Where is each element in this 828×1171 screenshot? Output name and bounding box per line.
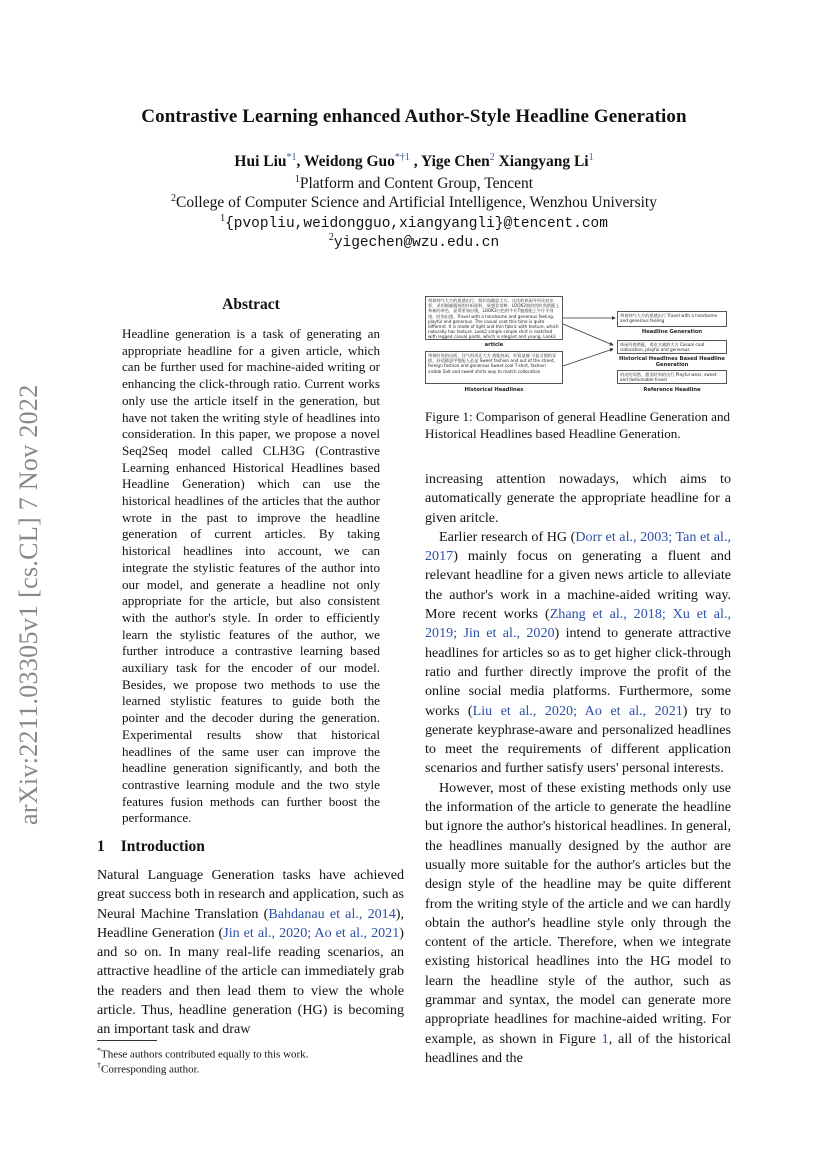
footnote-rule <box>97 1040 157 1041</box>
article-label: article <box>484 342 504 348</box>
arrow-history-to-history-based <box>563 349 613 366</box>
paragraph <box>425 528 731 779</box>
citation-link[interactable]: Liu et al., 2020; Ao et al., 2021 <box>472 702 683 719</box>
section-title-text: Introduction <box>120 838 205 855</box>
body-text: However, most of these existing methods only use the information of the article to generate the headline but ignore the author's historical headlines. In general, the headlines manually designed by the author are usually more suitable for the author's articles but the design style of the headline may be quite different from the writing style of the article and we can hardly obtain the author's headline style only through the content of the article. Therefore, when we integrate existing historical headlines into the HG model to learn the headline style of the author, such as grammar and syntax, the model can generate more appropriate headlines for machine-aided writing. For example, as shown in Figure <box>425 779 731 1047</box>
citation-link[interactable]: Dorr et al., 2003; Tan et al., 2017 <box>425 528 731 565</box>
article-box: 带着帅气大方的质感出行，简约而随意大方。这次的休闲开衫比较出彩，采用细腻精致的针织面料，质感非常棒，LOOK2简约的时尚搭配上革新的单色，显得更加出挑，LOOK3白色的牛仔T恤搭配上牛仔半身裙，时尚出挑。Travel with a handsome and generous feeling, playful and generous. The casual coat this time is quite different. It is made of light and thin fabric with texture, which naturally has texture. Look2 simple simple shirt is matched with legged casual pants, which is elegant and young. Look3 <box>425 296 563 340</box>
affiliation-mark: 2 <box>171 193 176 204</box>
headline-output-box: 带着帅气大方的质感出行 Travel with a handsome and generous feeling <box>617 311 727 327</box>
abstract-text: Headline generation is a task of generating an appropriate headline for a given article, which can be further used for machine-aided writing or enhancing the click-through ratio. Current works only use the article itself in the generation, but have not taken the writing style of headlines into consideration. In this paper, we propose a novel Seq2Seq model called CLH3G (Contrastive Learning enhanced Historical Headlines based Headline Generation) which can use the historical headlines of the articles that the author wrote in the past to improve the headline generation of current articles. By taking historical headlines into account, we can integrate the stylistic features of the author into our model, and generate a headline not only appropriate for the article, but also consistent with the author's style. In order to efficiently learn the stylistic features of the author, we further introduce a contrastive learning based auxiliary task for the encoder of our model. Besides, we propose two methods to use the learned stylistic features to guide both the pointer and the decoder during the generation. Experimental results show that historical headlines of the same user can improve the headline generation significantly, and both the contrastive learning module and the two style features fusion methods can further boost the performance. <box>122 326 380 826</box>
email-text: {pvopliu,weidongguo,xiangyangli}@tencent.com <box>225 216 608 233</box>
email-2 <box>0 232 828 251</box>
body-text: ), Headline Generation ( <box>97 905 404 941</box>
body-text: ) try to generate keyphrase-aware and personalized headlines to meet the requirements of different application scenarios and further satisfy users' personal interests. <box>425 702 731 777</box>
body-text: ) intend to generate attractive headlines for articles so as to get higher click-through ratio and further directly improve the profit of the online social media platforms. Furthermore, some works ( <box>425 625 731 719</box>
citation-link[interactable]: Zhang et al., 2018; Xu et al., 2019; Jin et al., 2020 <box>425 606 731 642</box>
affiliation-1 <box>0 174 828 193</box>
history-based-output-label: Historical Headlines Based Headline Generation <box>619 356 725 368</box>
reference-headline-label: Reference Headline <box>643 387 701 393</box>
abstract-heading: Abstract <box>222 296 280 313</box>
affiliation-2 <box>0 193 828 212</box>
author-separator: , <box>296 153 305 171</box>
body-text: Earlier research of HG ( <box>439 528 576 545</box>
figure-reference-link[interactable]: 1 <box>601 1030 609 1047</box>
history-based-output-box: 休闲外套搭配，俏皮又减龄大方 Casual coat collocation, playful and generous <box>617 340 727 354</box>
affiliation-mark: 1 <box>294 174 300 185</box>
history-box: 带着时尚的出街，洋气时尚还大方 搭配休闲，好看显瘦 可盐可甜的穿搭，舒适随意甲搭配人必是 Sweet fashion and out of the street, foreign fashion and generous Sweet cool T-shirt, fashion visible Salt and sweet shirts way to match collocation <box>425 351 563 384</box>
reference-headline-box: 俏皮的穿搭，甜美时尚的出行 Playful wear, sweet and fashionable travel <box>617 370 727 384</box>
body-text: Natural Language Generation tasks have achieved great success both in research and application, such as Neural Machine Translation ( <box>97 867 404 922</box>
author-mark: 1 <box>588 152 594 163</box>
arxiv-identifier: arXiv:2211.03305v1 [cs.CL] 7 Nov 2022 <box>14 384 43 825</box>
body-text: , all of the historical headlines and the <box>425 1030 732 1066</box>
footnote-mark: † <box>97 1061 101 1070</box>
email-mark: 2 <box>328 232 334 243</box>
arrow-article-to-history-based <box>563 324 613 345</box>
headline-output-label: Headline Generation <box>641 329 703 335</box>
intro-left-column <box>97 866 404 1040</box>
author-name: Yige Chen <box>420 153 490 171</box>
body-text: ) and so on. In many real-life reading scenarios, an attractive headline of the article can immediately grab the readers and then lead them to view the whole article. Thus, headline generation (HG) is becoming an important task and draw <box>97 924 404 1038</box>
figure-1 <box>425 296 731 400</box>
citation-link[interactable]: Jin et al., 2020; Ao et al., 2021 <box>223 924 400 941</box>
footnote-mark: * <box>97 1046 101 1055</box>
section-number: 1 <box>97 838 105 855</box>
history-label: Historical Headlines <box>464 387 524 393</box>
intro-right-column <box>425 470 731 1068</box>
email-1 <box>0 213 828 232</box>
body-text: increasing attention nowadays, which aims to automatically generate the appropriate headline for a given aritcle. <box>425 471 731 526</box>
author-mark: 2 <box>489 152 495 163</box>
footnote-1 <box>97 1046 308 1061</box>
author-name: Xiangyang Li <box>498 153 589 171</box>
footnote-text: Corresponding author. <box>101 1063 200 1076</box>
footnote-text: These authors contributed equally to this work. <box>101 1048 309 1061</box>
email-mark: 1 <box>220 213 226 224</box>
author-separator: , <box>409 153 421 171</box>
footnote-2 <box>97 1061 199 1076</box>
author-mark: *1 <box>286 152 297 163</box>
author-name: Hui Liu <box>234 153 287 171</box>
author-mark: *†1 <box>394 152 410 163</box>
figure-caption: Figure 1: Comparison of general Headline Generation and Historical Headlines based Headline Generation. <box>425 409 731 441</box>
citation-link[interactable]: Bahdanau et al., 2014 <box>268 905 396 922</box>
author-name: Weidong Guo <box>304 153 395 171</box>
paper-title: Contrastive Learning enhanced Author-Style Headline Generation <box>141 106 687 127</box>
author-list <box>0 152 828 171</box>
affiliation-text: Platform and Content Group, Tencent <box>299 175 534 193</box>
body-text: ) mainly focus on generating a fluent and relevant headline for a given news article to alleviate the author's work in a machine-aided writing way. More recent works ( <box>425 548 731 623</box>
paragraph <box>425 779 731 1068</box>
paragraph <box>425 470 731 528</box>
section-heading <box>97 838 205 856</box>
email-text: yigechen@wzu.edu.cn <box>333 235 500 252</box>
affiliation-text: College of Computer Science and Artificial Intelligence, Wenzhou University <box>176 194 657 212</box>
